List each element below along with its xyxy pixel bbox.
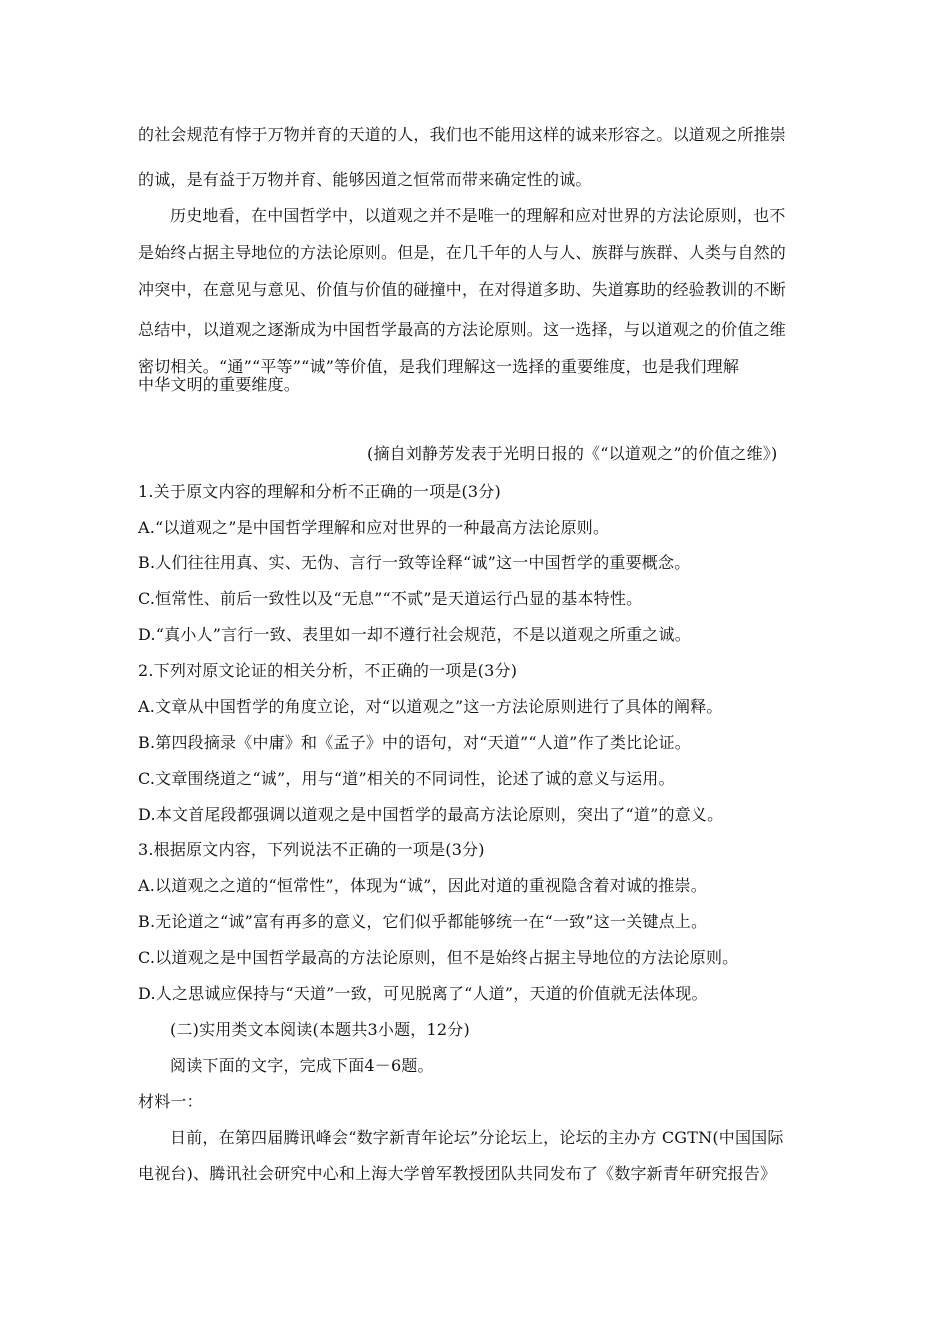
q3-option-d: D.人之思诚应保持与“天道”一致，可见脱离了“人道”，天道的价值就无法体现。 — [138, 984, 708, 1003]
section2-heading: (二)实用类文本阅读(本题共3小题，12分) — [170, 1020, 470, 1039]
q2-option-d: D.本文首尾段都强调以道观之是中国哲学的最高方法论原则，突出了“道”的意义。 — [138, 805, 724, 824]
section2-instruction: 阅读下面的文字，完成下面4－6题。 — [170, 1056, 434, 1075]
q3-stem: 3.根据原文内容，下列说法不正确的一项是(3分) — [138, 840, 485, 859]
q2-stem: 2.下列对原文论证的相关分析，不正确的一项是(3分) — [138, 661, 518, 680]
q1-stem: 1.关于原文内容的理解和分析不正确的一项是(3分) — [138, 482, 501, 501]
passage-source: (摘自刘静芳发表于光明日报的《“以道观之”的价值之维》) — [367, 444, 778, 463]
q1-option-a: A.“以道观之”是中国哲学理解和应对世界的一种最高方法论原则。 — [138, 518, 610, 537]
q2-option-b: B.第四段摘录《中庸》和《孟子》中的语句，对“天道”“人道”作了类比论证。 — [138, 733, 691, 752]
passage-p2-line-2: 是始终占据主导地位的方法论原则。但是，在几千年的人与人、族群与族群、人类与自然的 — [138, 243, 787, 262]
q3-option-c: C.以道观之是中国哲学最高的方法论原则，但不是始终占据主导地位的方法论原则。 — [138, 948, 739, 967]
q2-option-a: A.文章从中国哲学的角度立论，对“以道观之”这一方法论原则进行了具体的阐释。 — [138, 697, 723, 716]
q3-option-a: A.以道观之之道的“恒常性”，体现为“诚”，因此对道的重视隐含着对诚的推崇。 — [138, 876, 707, 895]
passage-p2-line-1: 历史地看，在中国哲学中，以道观之并不是唯一的理解和应对世界的方法论原则，也不 — [170, 206, 786, 225]
q1-option-c: C.恒常性、前后一致性以及“无息”“不贰”是天道运行凸显的基本特性。 — [138, 589, 643, 608]
passage-p1-line-2: 的诚，是有益于万物并育、能够因道之恒常而带来确定性的诚。 — [138, 170, 592, 189]
passage-p1-line-1: 的社会规范有悖于万物并育的天道的人，我们也不能用这样的诚来形容之。以道观之所推崇 — [138, 125, 787, 144]
q3-option-b: B.无论道之“诚”富有再多的意义，它们似乎都能够统一在“一致”这一关键点上。 — [138, 912, 708, 931]
material-one-line-1: 日前，在第四届腾讯峰会“数字新青年论坛”分论坛上，论坛的主办方 CGTN(中国国际 — [170, 1128, 784, 1147]
q1-option-b: B.人们往往用真、实、无伪、言行一致等诠释“诚”这一中国哲学的重要概念。 — [138, 553, 691, 572]
material-one-label: 材料一： — [138, 1092, 203, 1111]
material-one-line-2: 电视台)、腾讯社会研究中心和上海大学曾军教授团队共同发布了《数字新青年研究报告》 — [138, 1164, 777, 1183]
q1-option-d: D.“真小人”言行一致、表里如一却不遵行社会规范，不是以道观之所重之诚。 — [138, 625, 691, 644]
passage-p2-line-5: 密切相关。“通”“平等”“诚”等价值，是我们理解这一选择的重要维度，也是我们理解 — [138, 357, 740, 376]
passage-p2-line-3: 冲突中，在意见与意见、价值与价值的碰撞中，在对得道多助、失道寡助的经验教训的不断 — [138, 280, 787, 299]
q2-option-c: C.文章围绕道之“诚”，用与“道”相关的不同词性，论述了诚的意义与运用。 — [138, 769, 675, 788]
passage-p2-line-4: 总结中，以道观之逐渐成为中国哲学最高的方法论原则。这一选择，与以道观之的价值之维 — [138, 320, 787, 339]
passage-p2-line-6: 中华文明的重要维度。 — [138, 375, 301, 394]
